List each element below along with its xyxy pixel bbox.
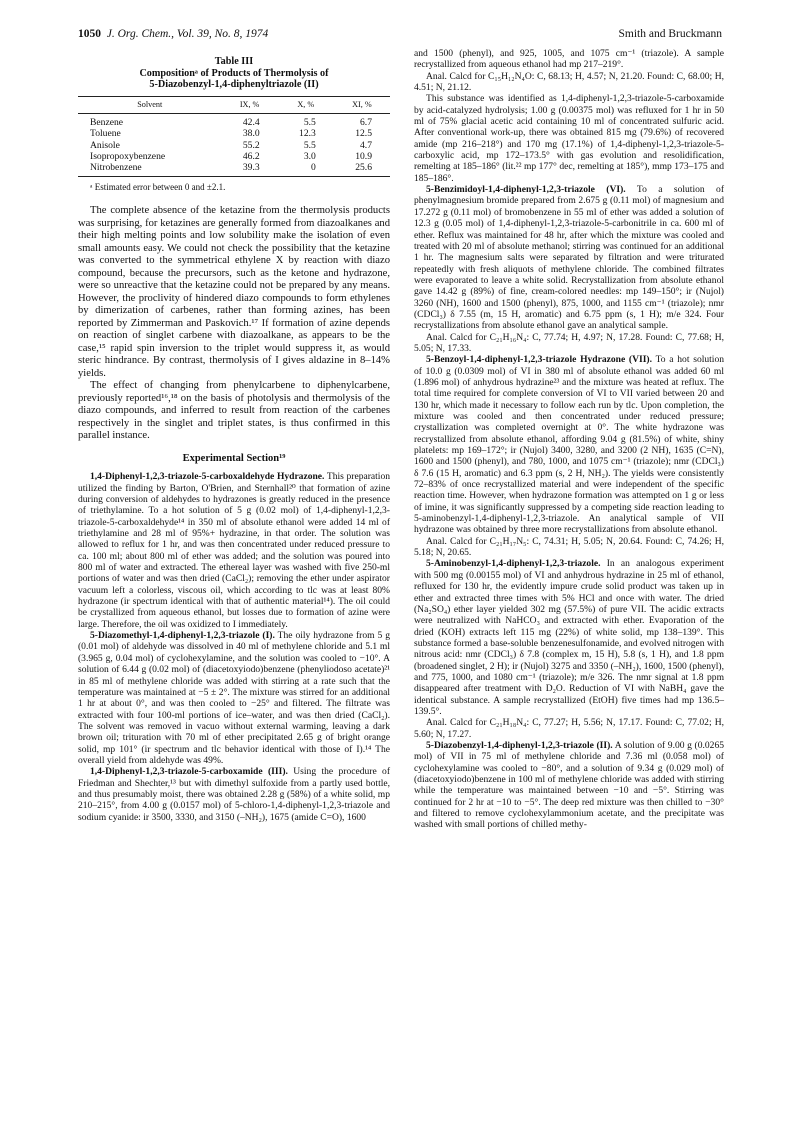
table-row <box>78 140 390 151</box>
paragraph-text: This preparation utilized the finding by Barton, O'Brien, and Sternhall²⁰ that formation of azine during conversion of aldehydes to hydrazones is greatly reduced in the presence of triethylamine. To a hot solution of 5 g (0.02 mol) of 1,4-diphenyl-1,2,3-triazole-5-carboxaldehyde¹⁴ in 350 ml of absolute ethanol were added 14 ml of triethylamine and 28 ml of 95%+ hydrazine, in that order. The solution was allowed to reflux for 1 hr, and was then concentrated under reduced pressure to ca. 100 ml; about 800 ml of ether was added; and the solution was poured into 800 ml of water and extracted. The ethereal layer was washed with five 250-ml portions of water and was then dried (CaCl₂); removing the ether under aspirator vacuum left a colorless, viscous oil, which according to tlc was at least 80% hydrazone (ir spectrum identical with that of authentic material¹⁴). The oil could be crystallized from aqueous ethanol, but losses due to formation of azine were large. Therefore, the oil was oxidized to I immediately. <box>78 471 390 630</box>
table-row <box>78 114 390 129</box>
right-column <box>414 48 724 831</box>
column-header: Solvent <box>137 99 163 109</box>
compound-title: 1,4-Diphenyl-1,2,3-triazole-5-carboxaldehyde Hydrazone. <box>90 471 325 483</box>
compound-title: 5-Diazomethyl-1,4-diphenyl-1,2,3-triazole (I). <box>90 630 275 642</box>
table-cell: Benzene <box>90 117 124 129</box>
experimental-paragraph <box>78 630 390 766</box>
column-header: XI, % <box>352 99 372 109</box>
table-caption <box>78 56 390 91</box>
table-cell: 10.9 <box>355 150 372 162</box>
table-cell: 25.6 <box>355 161 372 173</box>
experimental-paragraph <box>414 184 724 331</box>
table-cell: 5.5 <box>303 139 316 151</box>
compound-title: 5-Benzimidoyl-1,4-diphenyl-1,2,3-triazole (VI). <box>426 184 626 196</box>
analysis-paragraph: Anal. Calcd for C₂₁H₁₈N₄: C, 77.27; H, 5.56; N, 17.17. Found: C, 77.02; H, 5.60; N, 17.27. <box>414 717 724 740</box>
table-cell: Isopropoxybenzene <box>90 150 166 162</box>
discussion-text <box>78 205 390 443</box>
table-cell: Toluene <box>90 128 121 140</box>
table-row <box>78 151 390 162</box>
analysis-paragraph: Anal. Calcd for C₂₁H₁₇N₅: C, 74.31; H, 5.05; N, 20.64. Found: C, 74.26; H, 5.18; N, 20.65. <box>414 535 724 559</box>
paragraph-text: To a solution of phenylmagnesium bromide prepared from 2.675 g (0.11 mol) of magnesium and 17.272 g (0.11 mol) of bromobenzene in 55 ml of ether was added a solution of 12.3 g (0.05 mol) of 1,4-diphenyl-1,2,3-triazole-5-carbonitrile in ca. 600 ml of ether. Reflux was maintained for 48 hr, after which the mixture was cooled and treated with 20 ml of absolute methanol; stirring was continued for an additional 1 hr. The magnesium salts were separated by filtration and were triturated repeatedly with fresh aliquots of methylene chloride. The combined filtrates were evaporated to leave a white solid. Recrystallization from absolute ethanol gave 14.42 g (89%) of fine, cream-colored needles: mp 149–150°; ir (Nujol) 3260 (NH), 1600 and 1500 (phenyl), 875, 1000, and 1155 cm⁻¹ (triazole); nmr (CDCl₃) δ 7.55 (m, 15 H, aromatic) and 6.75 ppm (s, 1 H); m/e 324. Four recrystallizations from absolute ethanol gave an analytical sample. <box>414 184 724 332</box>
table-cell: 46.2 <box>242 150 260 162</box>
column-header: X, % <box>297 99 315 109</box>
table-cell: 3.0 <box>303 150 316 162</box>
table-cell: Anisole <box>90 139 120 151</box>
table-row <box>78 128 390 139</box>
compound-title: 1,4-Diphenyl-1,2,3-triazole-5-carboxamide (III). <box>90 766 288 778</box>
experimental-paragraph <box>414 740 724 831</box>
section-heading: Experimental Section¹⁹ <box>182 452 286 464</box>
experimental-paragraph <box>414 558 724 717</box>
table-title: Table III <box>214 56 254 67</box>
journal-name: J. Org. Chem., <box>106 28 175 40</box>
compound-title: 5-Diazobenzyl-1,4-diphenyl-1,2,3-triazole (II). <box>426 739 613 751</box>
experimental-paragraph <box>78 766 390 823</box>
table-cell: 4.7 <box>360 139 372 151</box>
table-cell: 42.4 <box>242 117 260 129</box>
analysis-paragraph: Anal. Calcd for C₂₁H₁₆N₄: C, 77.74; H, 4.97; N, 17.28. Found: C, 77.68; H, 5.05; N, 17.33. <box>414 331 724 354</box>
table-cell: 0 <box>311 161 316 173</box>
experimental-paragraph <box>414 354 724 536</box>
column-header: IX, % <box>239 99 260 109</box>
table-cell: 38.0 <box>242 128 260 140</box>
table-caption-line-2: 5-Diazobenzyl-1,4-diphenyltriazole (II) <box>149 79 319 91</box>
page-number: 1050 <box>78 28 101 40</box>
table-cell: Nitrobenzene <box>90 161 142 173</box>
paragraph: The complete absence of the ketazine from the thermolysis products was surprising, for ketazines are generally formed from diazoalkanes and their high melting points and low solubility make the isolation of even small amounts easy. We could not check the possibility that the ketazine was converted to the symmetrical ethylene X by reaction with diazo compound, because the precursors, such as the ketone and hydrazone, were so unreactive that the ketazine could not be prepared by any means. However, the proclivity of hindered diazo compounds to form ethylenes by dimerization of carbenes, rather than forming azines, has been reported by Zimmerman and Paskovich.¹⁷ If formation of azine depends on reaction of singlet carbene with diazoalkane, as appears to be the case,¹⁵ rapid spin inversion to the triplet would suppress it, as would steric hindrance. By contrast, thermolysis of I gives aldazine in 8–14% yields. <box>78 205 390 379</box>
paragraph: This substance was identified as 1,4-diphenyl-1,2,3-triazole-5-carboxamide by acid-catalyzed hydrolysis; 1.00 g (0.00375 mol) was refluxed for 1 hr in 50 ml of 75% glacial acetic acid containing 10 ml of concentrated sulfuric acid. After conventional work-up, there was obtained 815 mg (79.6%) of recovered amide (mp 216–218°) and 170 mg (17.1%) of 1,4-diphenyl-1,2,3-triazole-5-carboxylic acid, mp 172–173.5° with gas evolution and resolidification, remelting at 185–186° (lit.²² mp 177° dec, remelting at 185°), mmp 173–175 and 185–186°. <box>414 93 724 184</box>
analysis-paragraph: Anal. Calcd for C₁₅H₁₂N₄O: C, 68.13; H, 4.57; N, 21.20. Found: C, 68.00; H, 4.51; N, 21.12. <box>414 70 724 94</box>
paragraph-text: The oily hydrazone from 5 g (0.01 mol) of aldehyde was dissolved in 40 ml of methylene chloride and 5.1 ml (3.965 g, 0.04 mol) of cyclohexylamine, and the solution was cooled to −10°. A solution of 6.44 g (0.02 mol) of (diacetoxyiodo)benzene (phenyliodoso acetate)²¹ in 85 ml of methylene chloride was added with stirring at a rate such that the temperature was maintained at −5 ± 2°. The mixture was stirred for an additional 1 hr at about 0°, and was then cooled to −25° and filtered. The filtrate was extracted with four 100-ml portions of ice–water, and was then dried (CaCl₂). The solvent was removed in vacuo without external warming, leaving a dark brown oil; trituration with 70 ml of ether precipitated 2.65 g of bright orange solid, mp 101° (ir spectrum and tlc behavior identical with those of I).¹⁴ The overall yield from aldehyde was 49%. <box>78 630 391 766</box>
table-cell: 39.3 <box>242 161 260 173</box>
header-citation <box>78 28 268 40</box>
table-cell: 12.5 <box>355 128 372 140</box>
table-header-row <box>78 96 390 113</box>
paragraph: The effect of changing from phenylcarbene to diphenylcarbene, previously reported¹⁶,¹⁸ on the basis of photolysis and thermolysis of the diazo compounds, and inferred to result from reaction of the carbenes respectively in the singlet and triplet states, is thus confirmed in this parallel instance. <box>78 380 390 442</box>
header-authors: Smith and Bruckmann <box>618 28 722 40</box>
left-column <box>78 48 390 823</box>
table-caption-line-1: Compositionᵃ of Products of Thermolysis of <box>139 67 329 79</box>
paragraph-text: In an analogous experiment with 500 mg (0.00155 mol) of VI and anhydrous hydrazine in 25 ml of ethanol, refluxed for 130 hr, the evidently impure crude solid product was taken up in ether and extracted three times with 5% HCl and once with water. The dried (Na₂SO₄) ether layer yielded 302 mg (57.5%) of pure VII. The acidic extracts were neutralized with NaHCO₃ and extracted with ether. Evaporation of the dried (KOH) extracts left 115 mg (22%) of white solid, mp 138–139°. This substance formed a base-soluble benzenesulfonamide, and evolved nitrogen with nitrous acid: nmr (CDCl₃) δ 7.8 (complex m, 15 H), 5.8 (s, 1 H), and 1.8 ppm (broadened singlet, 2 H); ir (Nujol) 3275 and 3350 (–NH₂), 1600, 1500 (phenyl), and 775, 1000, and 1080 cm⁻¹ (triazole); m/e 326. The nmr signal at 1.8 ppm disappeared after treatment with D₂O. Reduction of VI with NaBH₄ gave the identical substance. A sample recrystallized (EtOH) five times had mp 136.5–139.5°. <box>414 558 725 717</box>
paragraph-text: A solution of 9.00 g (0.0265 mol) of VII in 75 ml of methylene chloride and 7.36 ml (0.058 mol) of cyclohexylamine was cooled to −80°, and a solution of 9.34 g (0.029 mol) of (diacetoxyiodo)benzene in 100 ml of methylene chloride was added with stirring while the temperature was maintained between −10 and −5°. Stirring was continued for 2 hr at −10 to −5°. The deep red mixture was then chilled to −30° and filtered to remove cyclohexylammonium acetate, and the precipitate was washed with small portions of chilled methy- <box>414 739 724 831</box>
paragraph-text: To a hot solution of 10.0 g (0.0309 mol) of VI in 380 ml of absolute ethanol was added 60 ml (1.896 mol) of anhydrous hydrazine²³ and the mixture was heated at reflux. The total time required for complete conversion of VI to VII varied between 20 and 130 hr, which made it necessary to follow each run by tlc. Upon completion, the mixture was cooled and then concentrated under reduced pressure; crystallization was completed overnight at 0°. The white hydrazone was recrystallized from absolute ethanol, affording 9.04 g (81.5%) of white, shiny platelets: mp 169–172°; ir (Nujol) 3400, 3280, and 3200 (2 NH), 1635 (C=N), 1600 and 1500 (phenyl), and 780, 1000, and 1075 cm⁻¹ (triazole); nmr (CDCl₃) δ 7.6 (15 H, aromatic) and 6.3 ppm (s, 2 H, NH₂). The yields were consistently 72–83% of once recrystallized material and were independent of the specific reaction time. However, when hydrazone formation was attempted on 1 g or less of imine, it was significantly suppressed by a competing side reaction leading to 5-aminobenzyl-1,4-diphenyl-1,2,3-triazole. An analytical sample of VII hydrazone was obtained by three more recrystallizations from absolute ethanol. <box>414 354 724 536</box>
paragraph: and 1500 (phenyl), and 925, 1005, and 1075 cm⁻¹ (triazole). A sample recrystallized from aqueous ethanol had mp 217–219°. <box>414 48 724 71</box>
experimental-paragraph <box>78 471 390 630</box>
compound-title: 5-Benzoyl-1,4-diphenyl-1,2,3-triazole Hydrazone (VII). <box>426 354 652 366</box>
composition-table <box>78 96 390 177</box>
compound-title: 5-Aminobenzyl-1,4-diphenyl-1,2,3-triazole. <box>426 558 601 570</box>
running-header <box>78 28 722 44</box>
table-cell: 6.7 <box>360 117 372 129</box>
journal-volume: Vol. 39, No. 8, 1974 <box>176 28 269 40</box>
paragraph-text: Using the procedure of Friedman and Shechter,¹³ but with dimethyl sulfoxide from a partly used bottle, and thus presumably moist, there was obtained 2.28 g (58%) of a white solid, mp 210–215°, from 4.00 g (0.0157 mol) of 5-chloro-1,4-diphenyl-1,2,3-triazole and sodium cyanide: ir 3500, 3330, and 3150 (–NH₂), 1675 (amide C=O), 1600 <box>78 766 391 823</box>
table-row <box>78 162 390 177</box>
table-cell: 5.5 <box>303 117 316 129</box>
table-cell: 12.3 <box>299 128 316 140</box>
table-cell: 55.2 <box>242 139 260 151</box>
table-footnote: ᵃ Estimated error between 0 and ±2.1. <box>90 182 226 193</box>
